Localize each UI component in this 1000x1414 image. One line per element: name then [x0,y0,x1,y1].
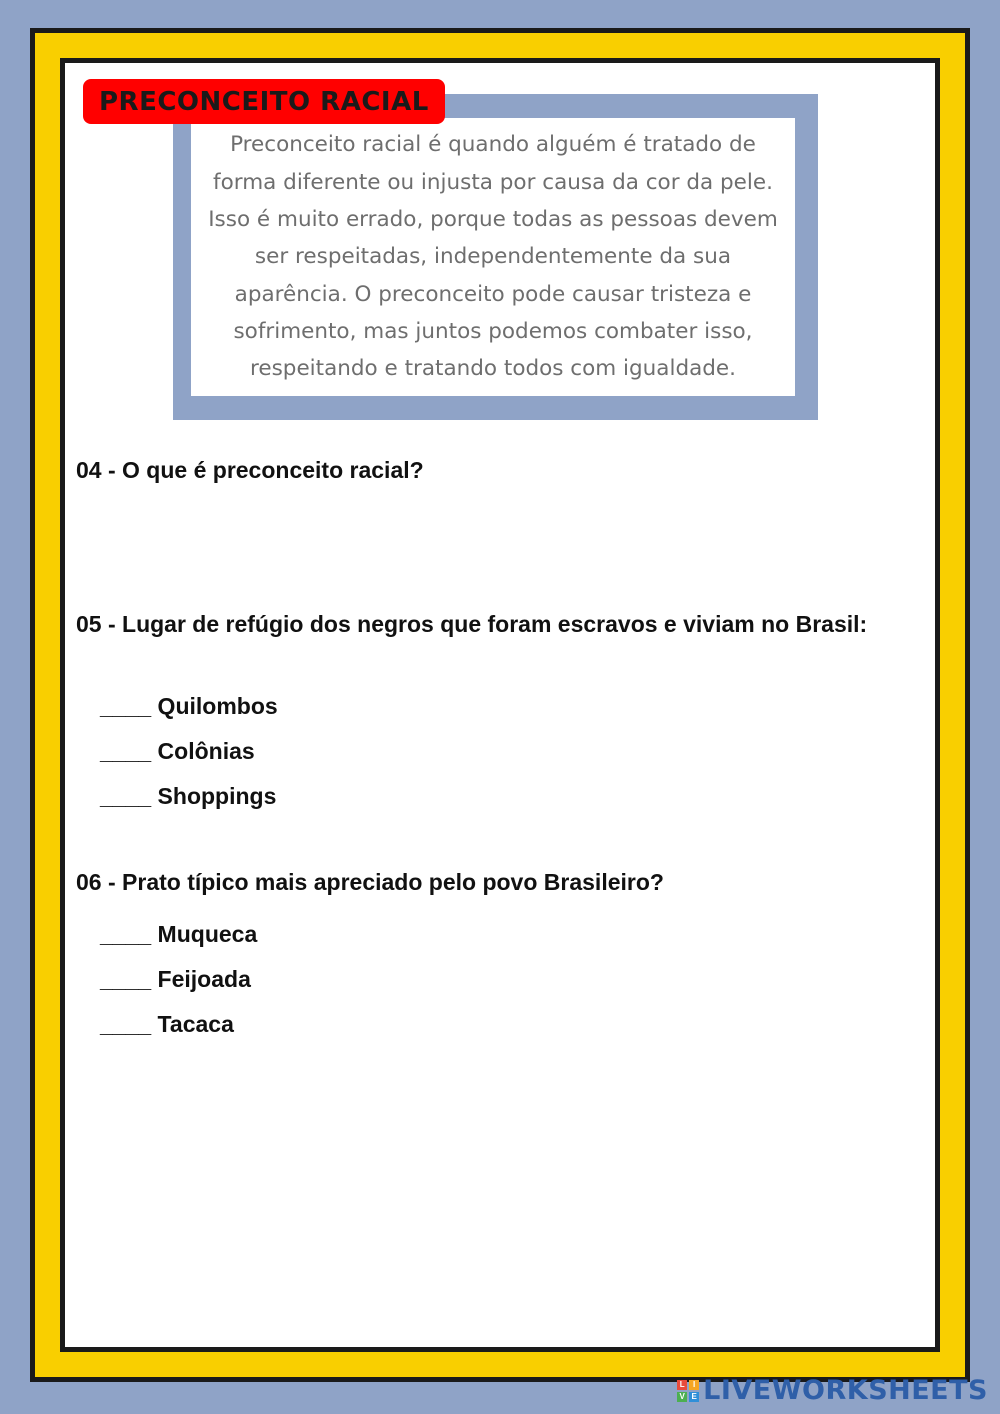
intro-text-box [173,94,818,420]
watermark-brand: LIVEWORKSHEETS [703,1375,988,1406]
option-colonias[interactable]: ____ Colônias [100,738,255,764]
outer-frame [30,28,970,1382]
option-tacaca[interactable]: ____ Tacaca [100,1011,234,1037]
title-badge [83,79,445,124]
option-feijoada[interactable]: ____ Feijoada [100,966,251,992]
intro-text-panel [191,118,795,396]
intro-text: Preconceito racial é quando alguém é tratado de forma diferente ou injusta por causa da cor da pele. Isso é muito errado, porque todas as pessoas devem ser respeitadas, independentemente da sua aparência. O preconceito pode causar tristeza e sofrimento, mas juntos podemos combater isso, respeitando e tratando todos com igualdade. [208,132,778,382]
liveworksheets-logo-icon: L I V E [677,1380,699,1402]
question-05: 05 - Lugar de refúgio dos negros que foram escravos e viviam no Brasil: [76,611,868,637]
option-muqueca[interactable]: ____ Muqueca [100,921,258,947]
option-quilombos[interactable]: ____ Quilombos [100,693,278,719]
question-04: 04 - O que é preconceito racial? [76,457,424,483]
worksheet-page [60,58,940,1352]
option-shoppings[interactable]: ____ Shoppings [100,783,277,809]
question-06: 06 - Prato típico mais apreciado pelo povo Brasileiro? [76,869,664,895]
liveworksheets-watermark [677,1375,988,1406]
page-title: PRECONCEITO RACIAL [99,86,429,117]
